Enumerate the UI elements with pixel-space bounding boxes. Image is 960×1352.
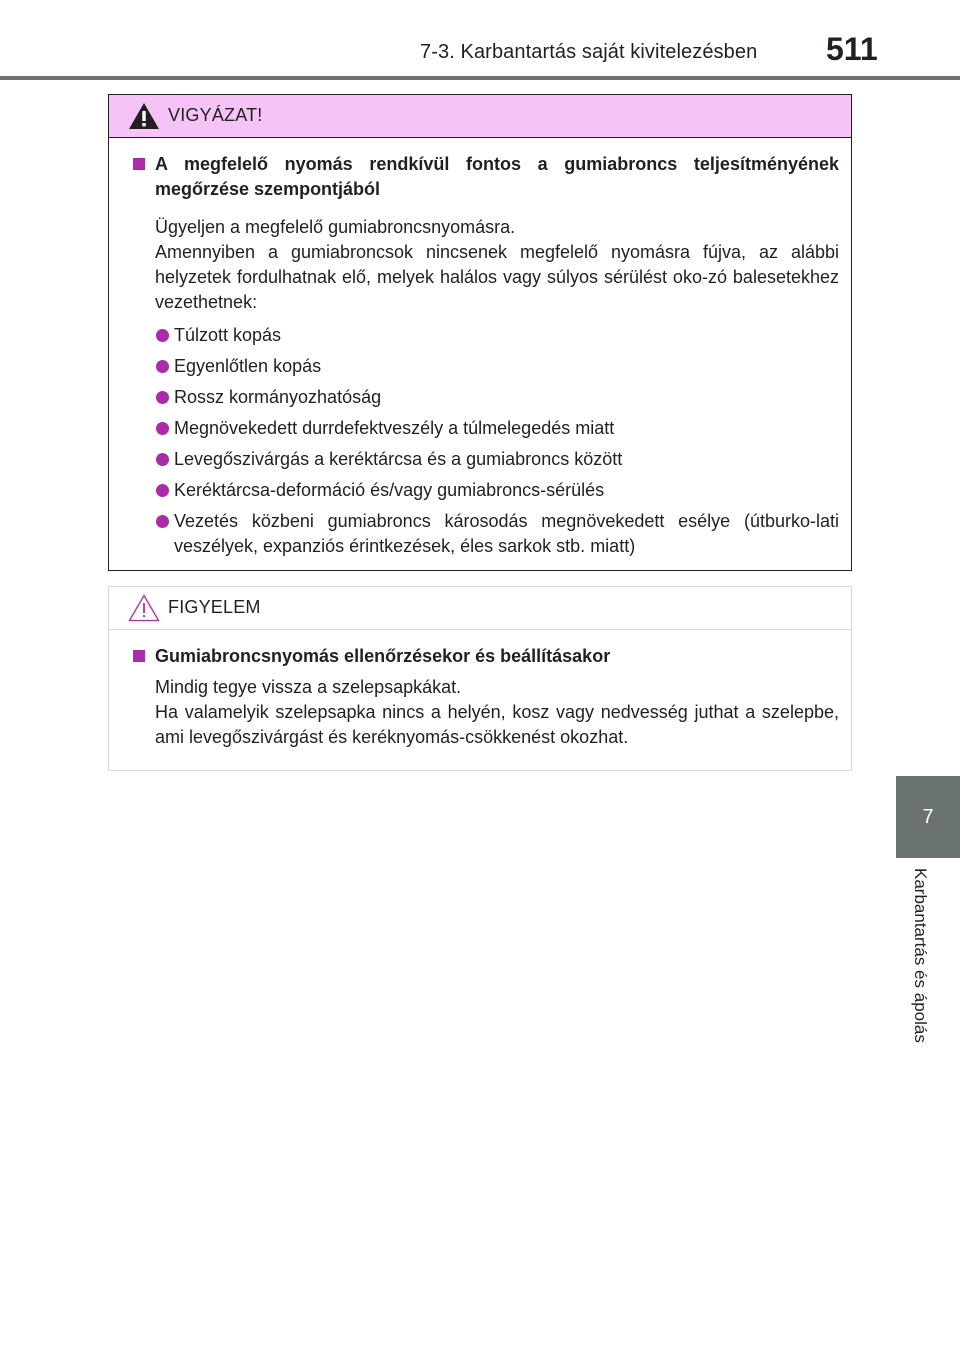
square-bullet-icon: [133, 158, 145, 170]
square-bullet-icon: [133, 650, 145, 662]
warning-label: VIGYÁZAT!: [168, 105, 263, 125]
warning-box-body: [109, 138, 851, 559]
notice-box-body: [109, 630, 851, 750]
list-item: Megnövekedett durrdefektveszély a túlmelegedés miatt: [131, 416, 839, 441]
warning-triangle-filled-icon: [127, 101, 161, 131]
round-bullet-icon: [156, 484, 169, 497]
round-bullet-icon: [156, 515, 169, 528]
header-rule: [0, 76, 960, 80]
section-title: 7-3. Karbantartás saját kivitelezésben: [420, 41, 758, 63]
notice-heading: [131, 644, 839, 669]
warning-heading-text: A megfelelő nyomás rendkívül fontos a gumiabroncs teljesítményének megőrzése szempontjából: [155, 154, 839, 199]
chapter-number: 7: [922, 805, 934, 828]
page-number: 511: [826, 31, 878, 67]
notice-paragraph-1: Mindig tegye vissza a szelepsapkákat.: [155, 677, 462, 697]
chapter-label: Karbantartás és ápolás: [911, 868, 930, 1043]
chapter-tab: [896, 776, 960, 858]
list-item: Túlzott kopás: [131, 323, 839, 348]
warning-heading: [131, 152, 839, 202]
round-bullet-icon: [156, 391, 169, 404]
notice-paragraph-2: Ha valamelyik szelepsapka nincs a helyén, kosz vagy nedvesség juthat a szelepbe, ami levegőszivárgást és keréknyomás-csökkenést okozhat.: [155, 702, 839, 747]
warning-paragraph-1: Ügyeljen a megfelelő gumiabroncsnyomásra.: [155, 217, 516, 237]
list-item: Vezetés közbeni gumiabroncs károsodás megnövekedett esélye (útburko-lati veszélyek, expanziós érintkezések, éles sarkok stb. miatt): [131, 509, 839, 559]
notice-box: [108, 586, 852, 771]
warning-paragraph-2: Amennyiben a gumiabroncsok nincsenek megfelelő nyomásra fújva, az alábbi helyzetek fordulhatnak elő, melyek halálos vagy súlyos sérülést oko-zó balesetekhez vezethetnek:: [155, 242, 839, 312]
notice-heading-text: Gumiabroncsnyomás ellenőrzésekor és beállításakor: [155, 646, 611, 666]
warning-box-header: [109, 95, 851, 138]
list-item: Levegőszivárgás a keréktárcsa és a gumiabroncs között: [131, 447, 839, 472]
round-bullet-icon: [156, 360, 169, 373]
notice-label: FIGYELEM: [168, 597, 261, 617]
list-item: Rossz kormányozhatóság: [131, 385, 839, 410]
notice-box-header: [109, 587, 851, 630]
warning-bullet-list: [131, 323, 839, 559]
round-bullet-icon: [156, 453, 169, 466]
warning-triangle-outline-icon: [127, 593, 161, 623]
warning-box: [108, 94, 852, 571]
round-bullet-icon: [156, 329, 169, 342]
list-item: Keréktárcsa-deformáció és/vagy gumiabroncs-sérülés: [131, 478, 839, 503]
round-bullet-icon: [156, 422, 169, 435]
list-item: Egyenlőtlen kopás: [131, 354, 839, 379]
